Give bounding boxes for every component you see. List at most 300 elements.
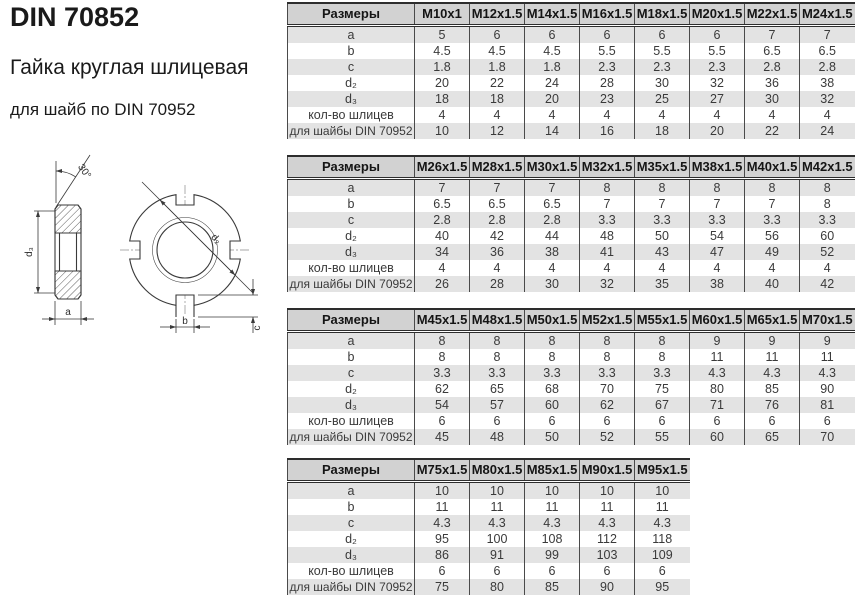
value-cell: 3.3 — [745, 212, 800, 228]
value-cell: 4 — [415, 260, 470, 276]
value-cell: 4 — [470, 107, 525, 123]
value-cell: 6 — [415, 563, 470, 579]
value-cell: 6 — [525, 26, 580, 44]
value-cell: 90 — [820, 382, 835, 396]
value-cell: 4.5 — [415, 43, 470, 59]
row-label: d₂ — [288, 75, 415, 91]
value-cell: 10 — [525, 482, 580, 500]
value-cell: 32 — [820, 92, 835, 106]
value-cell: 4 — [745, 107, 800, 123]
value-cell: 36 — [470, 244, 525, 260]
row-label: c — [288, 59, 415, 75]
table-corner-header: Размеры — [288, 459, 415, 482]
value-cell: 2.3 — [690, 59, 745, 75]
value-cell: 26 — [415, 276, 470, 292]
value-cell: 6.5 — [415, 196, 470, 212]
value-cell: 80 — [690, 381, 745, 397]
value-cell: 6 — [470, 413, 525, 429]
size-column-header: M80x1.5 — [470, 459, 525, 482]
value-cell: 3.3 — [580, 212, 635, 228]
size-column-header: M32x1.5 — [580, 156, 635, 179]
value-cell: 67 — [635, 397, 690, 413]
value-cell: 14 — [525, 123, 580, 139]
value-cell: 57 — [470, 397, 525, 413]
row-label: для шайбы DIN 70952 — [289, 124, 413, 138]
value-cell: 42 — [820, 277, 835, 291]
value-cell: 6.5 — [818, 44, 836, 58]
value-cell: 50 — [635, 228, 690, 244]
value-cell: 4.5 — [525, 43, 580, 59]
size-column-header: M26x1.5 — [415, 156, 470, 179]
value-cell: 11 — [415, 499, 470, 515]
table-row — [288, 579, 690, 595]
value-cell: 11 — [580, 499, 635, 515]
value-cell: 3.3 — [635, 212, 690, 228]
value-cell: 75 — [415, 579, 470, 595]
value-cell: 45 — [415, 429, 470, 445]
table-corner-header: Размеры — [288, 156, 415, 179]
row-label: a — [288, 26, 415, 44]
table-row — [288, 429, 855, 445]
value-cell: 2.8 — [745, 59, 800, 75]
value-cell: 70 — [820, 430, 835, 444]
table-row — [288, 228, 855, 244]
value-cell: 52 — [580, 429, 635, 445]
dimensions-table-m26-m42 — [287, 155, 855, 292]
row-label: для шайбы DIN 70952 — [289, 277, 413, 291]
table-row — [288, 107, 855, 123]
value-cell: 60 — [525, 397, 580, 413]
value-cell: 6 — [745, 413, 800, 429]
value-cell: 85 — [525, 579, 580, 595]
value-cell: 7 — [415, 179, 470, 197]
value-cell: 28 — [580, 75, 635, 91]
table-row — [288, 365, 855, 381]
row-label: c — [288, 515, 415, 531]
value-cell: 40 — [415, 228, 470, 244]
value-cell: 32 — [580, 276, 635, 292]
value-cell: 7 — [525, 179, 580, 197]
value-cell: 50 — [525, 429, 580, 445]
size-column-header: M60x1.5 — [690, 309, 745, 332]
value-cell: 56 — [745, 228, 800, 244]
value-cell: 18 — [635, 123, 690, 139]
value-cell: 75 — [635, 381, 690, 397]
value-cell: 95 — [415, 531, 470, 547]
table-row — [288, 75, 855, 91]
value-cell: 4 — [690, 260, 745, 276]
dim-label-d3: d₃ — [24, 247, 35, 257]
value-cell: 4 — [635, 107, 690, 123]
page-subtitle: Гайка круглая шлицевая — [10, 56, 249, 79]
value-cell: 6 — [690, 413, 745, 429]
row-label: d₃ — [288, 244, 415, 260]
dim-label-b: b — [182, 316, 188, 327]
dim-label-angle: 30° — [75, 162, 93, 181]
value-cell: 41 — [580, 244, 635, 260]
value-cell: 8 — [823, 181, 831, 195]
value-cell: 6 — [580, 563, 635, 579]
value-cell: 8 — [580, 179, 635, 197]
dimensions-table-m45-m70 — [287, 308, 855, 445]
size-column-header: M95x1.5 — [635, 459, 690, 482]
value-cell: 4 — [823, 261, 831, 275]
value-cell: 10 — [655, 484, 670, 498]
value-cell: 8 — [745, 179, 800, 197]
value-cell: 7 — [635, 196, 690, 212]
size-column-header: M20x1.5 — [690, 3, 745, 26]
nut-face-view — [120, 185, 251, 317]
row-label: b — [288, 196, 415, 212]
value-cell: 24 — [525, 75, 580, 91]
value-cell: 2.3 — [635, 59, 690, 75]
table-row — [288, 397, 855, 413]
value-cell: 4 — [635, 260, 690, 276]
value-cell: 16 — [580, 123, 635, 139]
value-cell: 6.5 — [525, 196, 580, 212]
value-cell: 112 — [580, 531, 635, 547]
row-label: b — [288, 43, 415, 59]
value-cell: 103 — [580, 547, 635, 563]
value-cell: 4.3 — [580, 515, 635, 531]
din-dimension-table — [287, 155, 855, 292]
value-cell: 8 — [580, 332, 635, 350]
value-cell: 10 — [580, 482, 635, 500]
dimensions-table-m75-m95 — [287, 458, 690, 595]
value-cell: 65 — [745, 429, 800, 445]
row-label: d₃ — [288, 397, 415, 413]
table-row — [288, 179, 855, 197]
header-row — [288, 309, 855, 332]
value-cell: 4.5 — [470, 43, 525, 59]
value-cell: 48 — [470, 429, 525, 445]
table-corner-header: Размеры — [288, 3, 415, 26]
size-column-header: M30x1.5 — [525, 156, 580, 179]
value-cell: 6.5 — [745, 43, 800, 59]
value-cell: 62 — [415, 381, 470, 397]
value-cell: 3.3 — [470, 365, 525, 381]
value-cell: 2.8 — [818, 60, 836, 74]
value-cell: 6 — [415, 413, 470, 429]
value-cell: 5.5 — [690, 43, 745, 59]
value-cell: 11 — [690, 349, 745, 365]
dimensions-table-m10-m24 — [287, 2, 855, 139]
value-cell: 4.3 — [470, 515, 525, 531]
value-cell: 65 — [470, 381, 525, 397]
value-cell: 6 — [470, 563, 525, 579]
value-cell: 3.3 — [415, 365, 470, 381]
value-cell: 2.3 — [580, 59, 635, 75]
value-cell: 30 — [745, 91, 800, 107]
size-column-header: M40x1.5 — [745, 156, 800, 179]
value-cell: 68 — [525, 381, 580, 397]
value-cell: 4 — [470, 260, 525, 276]
table-row — [288, 123, 855, 139]
value-cell: 40 — [745, 276, 800, 292]
d3-dimension — [34, 211, 55, 293]
value-cell: 7 — [580, 196, 635, 212]
value-cell: 108 — [525, 531, 580, 547]
size-column-header: M50x1.5 — [525, 309, 580, 332]
value-cell: 11 — [470, 499, 525, 515]
value-cell: 4.3 — [818, 366, 836, 380]
value-cell: 4 — [525, 107, 580, 123]
value-cell: 7 — [823, 28, 831, 42]
value-cell: 6 — [690, 26, 745, 44]
value-cell: 71 — [690, 397, 745, 413]
size-column-header: M52x1.5 — [580, 309, 635, 332]
value-cell: 6 — [525, 563, 580, 579]
size-column-header: M12x1.5 — [470, 3, 525, 26]
value-cell: 91 — [470, 547, 525, 563]
dim-label-d2: d₂ — [208, 232, 223, 247]
value-cell: 8 — [690, 179, 745, 197]
row-label: c — [288, 365, 415, 381]
table-row — [288, 59, 855, 75]
value-cell: 11 — [655, 500, 669, 514]
value-cell: 11 — [525, 499, 580, 515]
value-cell: 3.3 — [818, 213, 836, 227]
value-cell: 6 — [658, 564, 666, 578]
value-cell: 12 — [470, 123, 525, 139]
value-cell: 76 — [745, 397, 800, 413]
value-cell: 4 — [580, 260, 635, 276]
value-cell: 7 — [745, 196, 800, 212]
value-cell: 6 — [823, 414, 831, 428]
page-title: DIN 70852 — [10, 2, 140, 32]
value-cell: 1.8 — [470, 59, 525, 75]
row-label: кол-во шлицев — [288, 260, 415, 276]
value-cell: 22 — [470, 75, 525, 91]
value-cell: 5.5 — [635, 43, 690, 59]
row-label: d₃ — [288, 91, 415, 107]
row-label: для шайбы DIN 70952 — [289, 580, 413, 594]
value-cell: 25 — [635, 91, 690, 107]
value-cell: 80 — [470, 579, 525, 595]
value-cell: 4 — [690, 107, 745, 123]
value-cell: 10 — [415, 482, 470, 500]
technical-drawing — [8, 145, 286, 340]
table-row — [288, 196, 855, 212]
table-row — [288, 547, 690, 563]
value-cell: 4 — [525, 260, 580, 276]
value-cell: 7 — [470, 179, 525, 197]
value-cell: 6 — [580, 413, 635, 429]
value-cell: 22 — [745, 123, 800, 139]
value-cell: 4 — [823, 108, 831, 122]
row-label: a — [288, 179, 415, 197]
size-column-header: M28x1.5 — [470, 156, 525, 179]
value-cell: 10 — [470, 482, 525, 500]
row-label: кол-во шлицев — [288, 107, 415, 123]
value-cell: 6.5 — [470, 196, 525, 212]
value-cell: 2.8 — [415, 212, 470, 228]
table-corner-header: Размеры — [288, 309, 415, 332]
value-cell: 99 — [525, 547, 580, 563]
value-cell: 43 — [635, 244, 690, 260]
value-cell: 30 — [525, 276, 580, 292]
value-cell: 118 — [652, 532, 673, 546]
value-cell: 4.3 — [653, 516, 671, 530]
size-column-header: M70x1.5 — [800, 309, 855, 332]
value-cell: 52 — [820, 245, 835, 259]
row-label: d₃ — [288, 547, 415, 563]
value-cell: 20 — [525, 91, 580, 107]
value-cell: 95 — [655, 580, 670, 594]
table-row — [288, 43, 855, 59]
value-cell: 4.3 — [415, 515, 470, 531]
value-cell: 86 — [415, 547, 470, 563]
table-row — [288, 332, 855, 350]
size-column-header: M38x1.5 — [690, 156, 745, 179]
din-dimension-table — [287, 308, 855, 445]
value-cell: 48 — [580, 228, 635, 244]
size-column-header: M45x1.5 — [415, 309, 470, 332]
value-cell: 28 — [470, 276, 525, 292]
value-cell: 4.3 — [525, 515, 580, 531]
value-cell: 38 — [525, 244, 580, 260]
size-column-header: M24x1.5 — [800, 3, 855, 26]
nut-section-view — [55, 205, 81, 299]
size-column-header: M10x1 — [415, 3, 470, 26]
value-cell: 35 — [635, 276, 690, 292]
value-cell: 90 — [580, 579, 635, 595]
value-cell: 27 — [690, 91, 745, 107]
value-cell: 5.5 — [580, 43, 635, 59]
value-cell: 11 — [820, 350, 834, 364]
row-label: b — [288, 499, 415, 515]
value-cell: 8 — [823, 197, 831, 211]
value-cell: 9 — [745, 332, 800, 350]
value-cell: 60 — [690, 429, 745, 445]
value-cell: 8 — [415, 332, 470, 350]
value-cell: 4.3 — [745, 365, 800, 381]
hatch-bottom — [55, 271, 81, 299]
row-label: d₂ — [288, 381, 415, 397]
page-note: для шайб по DIN 70952 — [10, 100, 196, 119]
value-cell: 32 — [690, 75, 745, 91]
value-cell: 8 — [635, 332, 690, 350]
row-label: d₂ — [288, 531, 415, 547]
dim-label-c: c — [252, 325, 263, 331]
value-cell: 81 — [820, 398, 835, 412]
value-cell: 7 — [745, 26, 800, 44]
table-row — [288, 531, 690, 547]
row-label: кол-во шлицев — [288, 563, 415, 579]
value-cell: 1.8 — [525, 59, 580, 75]
value-cell: 8 — [635, 349, 690, 365]
value-cell: 18 — [470, 91, 525, 107]
value-cell: 36 — [745, 75, 800, 91]
value-cell: 54 — [415, 397, 470, 413]
table-row — [288, 26, 855, 44]
table-row — [288, 244, 855, 260]
size-column-header: M48x1.5 — [470, 309, 525, 332]
table-row — [288, 482, 690, 500]
value-cell: 4 — [745, 260, 800, 276]
value-cell: 3.3 — [635, 365, 690, 381]
size-column-header: M65x1.5 — [745, 309, 800, 332]
size-column-header: M75x1.5 — [415, 459, 470, 482]
header-row — [288, 156, 855, 179]
size-column-header: M14x1.5 — [525, 3, 580, 26]
size-column-header: M85x1.5 — [525, 459, 580, 482]
value-cell: 34 — [415, 244, 470, 260]
value-cell: 8 — [470, 349, 525, 365]
size-column-header: M35x1.5 — [635, 156, 690, 179]
row-label: d₂ — [288, 228, 415, 244]
row-label: a — [288, 482, 415, 500]
size-column-header: M42x1.5 — [800, 156, 855, 179]
value-cell: 6 — [580, 26, 635, 44]
row-label: a — [288, 332, 415, 350]
value-cell: 3.3 — [525, 365, 580, 381]
row-label: кол-во шлицев — [288, 413, 415, 429]
value-cell: 6 — [525, 413, 580, 429]
size-column-header: M16x1.5 — [580, 3, 635, 26]
table-row — [288, 349, 855, 365]
value-cell: 109 — [651, 548, 673, 562]
row-label: c — [288, 212, 415, 228]
value-cell: 11 — [745, 349, 800, 365]
size-column-header: M55x1.5 — [635, 309, 690, 332]
table-row — [288, 563, 690, 579]
size-column-header: M22x1.5 — [745, 3, 800, 26]
value-cell: 5 — [415, 26, 470, 44]
value-cell: 30 — [635, 75, 690, 91]
value-cell: 6 — [470, 26, 525, 44]
table-row — [288, 499, 690, 515]
value-cell: 100 — [470, 531, 525, 547]
value-cell: 70 — [580, 381, 635, 397]
value-cell: 62 — [580, 397, 635, 413]
value-cell: 2.8 — [470, 212, 525, 228]
row-label: для шайбы DIN 70952 — [289, 430, 413, 444]
value-cell: 1.8 — [415, 59, 470, 75]
value-cell: 55 — [635, 429, 690, 445]
value-cell: 10 — [415, 123, 470, 139]
value-cell: 23 — [580, 91, 635, 107]
size-column-header: M18x1.5 — [635, 3, 690, 26]
value-cell: 42 — [470, 228, 525, 244]
value-cell: 3.3 — [690, 212, 745, 228]
value-cell: 20 — [690, 123, 745, 139]
value-cell: 8 — [415, 349, 470, 365]
table-row — [288, 515, 690, 531]
value-cell: 85 — [745, 381, 800, 397]
value-cell: 4 — [415, 107, 470, 123]
value-cell: 6 — [635, 26, 690, 44]
value-cell: 18 — [415, 91, 470, 107]
value-cell: 7 — [690, 196, 745, 212]
value-cell: 60 — [820, 229, 835, 243]
table-row — [288, 276, 855, 292]
value-cell: 8 — [470, 332, 525, 350]
value-cell: 47 — [690, 244, 745, 260]
value-cell: 3.3 — [580, 365, 635, 381]
value-cell: 44 — [525, 228, 580, 244]
table-row — [288, 260, 855, 276]
header-row — [288, 3, 855, 26]
value-cell: 54 — [690, 228, 745, 244]
value-cell: 8 — [635, 179, 690, 197]
value-cell: 38 — [690, 276, 745, 292]
value-cell: 20 — [415, 75, 470, 91]
value-cell: 9 — [690, 332, 745, 350]
value-cell: 8 — [580, 349, 635, 365]
value-cell: 6 — [635, 413, 690, 429]
row-label: b — [288, 349, 415, 365]
